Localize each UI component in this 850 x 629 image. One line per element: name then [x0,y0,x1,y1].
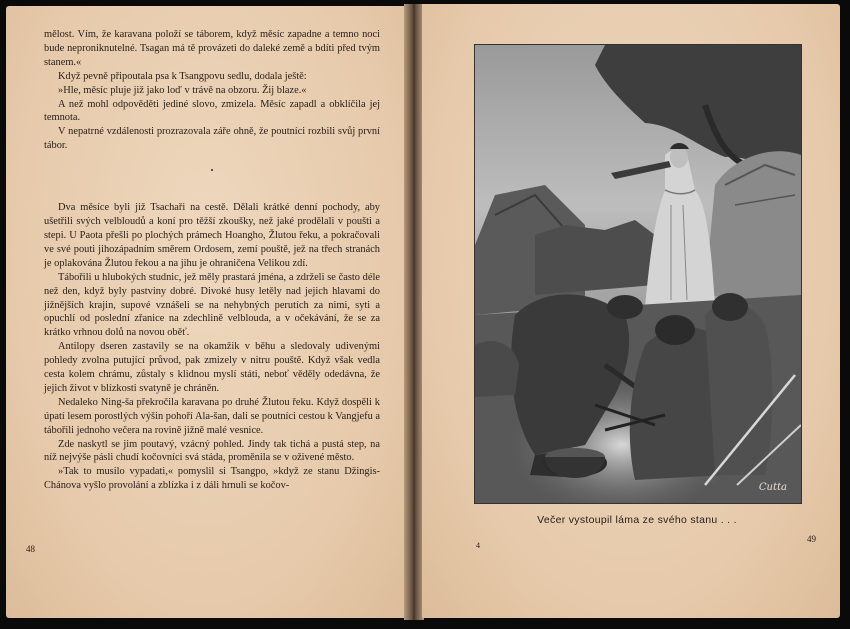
illustration-drawing [475,45,801,503]
paragraph: Nedaleko Ning-ša překročila karavana po druhé Žlutou řeku. Když dospěli k úpatí lesem porostlých výšin pohoří Ala-šan, dali se poutníci cestou k Vangjefu a tábořili jednoho večera na rovině jižně malé vesnice. [44,396,380,436]
book-gutter [404,4,424,620]
section-separator: • [210,166,214,176]
paragraph: mělost. Vím, že karavana položí se táborem, když měsíc zapadne a temno noci bude neproniknutelné. Tsagan má tě provázeti do daleké země a bdíti před tvým stanem.« [44,29,380,68]
paragraph: Antilopy dseren zastavily se na okamžik v běhu a sledovaly udivenými pohledy zvolna putující průvod, pak zmizely v nitru pouště. Když však vedla cesta kolem chrámu, zůstaly s klidnou myslí státi, neboť věděly odedávna, že jejich život v blízkosti svatyně je chráněn. [44,341,380,394]
page-number: 48 [26,544,35,554]
signature-mark: 4 [476,541,480,550]
page-number: 49 [807,534,816,544]
illustration [474,44,802,504]
right-page [422,4,840,618]
artist-signature: Cutta [758,482,787,493]
paragraph: Zde naskytl se jim poutavý, vzácný pohled. Jindy tak tichá a pustá step, na níž nejvýše pásli chudí kočovníci svá stáda, proměnila se v oživené město. [44,438,380,464]
paragraph: Dva měsíce byli již Tsachaři na cestě. Dělali krátké denní pochody, aby ušetřili svých velbloudů a koní pro těžší zkoušky, než jaké prodělali v poušti a stepi. U Paota přešli po plochých prámech Hoangho, Žlutou řeku, a pokračovali ve své pouti jihozápadním směrem Ordosem, zemí pouště, jež na třech stranách je oplakována Žlutou řekou a na jihu je ohraničena Velikou zdí. [44,202,380,269]
left-page [6,6,406,618]
paragraph: V nepatrné vzdálenosti prozrazovala záře ohně, že poutníci rozbili svůj první tábor. [44,126,380,152]
paragraph: Tábořili u hlubokých studnic, jež měly prastará jména, a zdrželi se často déle než den, když byly pastviny dobré. Divoké husy letěly nad jejich hlavami do jižnějších krajin, supové vznášeli se na nehybných perutích za nimi, syti a opuchlí od poslední zřanice na zdechlině velblouda, a v očekávání, že se za krátko vrhnou dolů na novou oběť. [44,271,380,339]
paragraph: A než mohl odpověděti jediné slovo, zmizela. Měsíc zapadl a obklíčila jej temnota. [44,98,380,124]
paragraph: »Tak to musilo vypadati,« pomyslil si Tsangpo, »když ze stanu Džingis-Chánova vyšlo provolání a zblízka i z dáli hrnuli se kočov- [44,466,380,492]
left-page-text [44,28,380,493]
illustration-caption: Večer vystoupil láma ze svého stanu . . . [537,514,737,526]
paragraph: Když pevně připoutala psa k Tsangpovu sedlu, dodala ještě: [58,70,307,82]
paragraph: »Hle, měsíc pluje již jako loď v trávě na obzoru. Žij blaze.« [58,84,307,96]
